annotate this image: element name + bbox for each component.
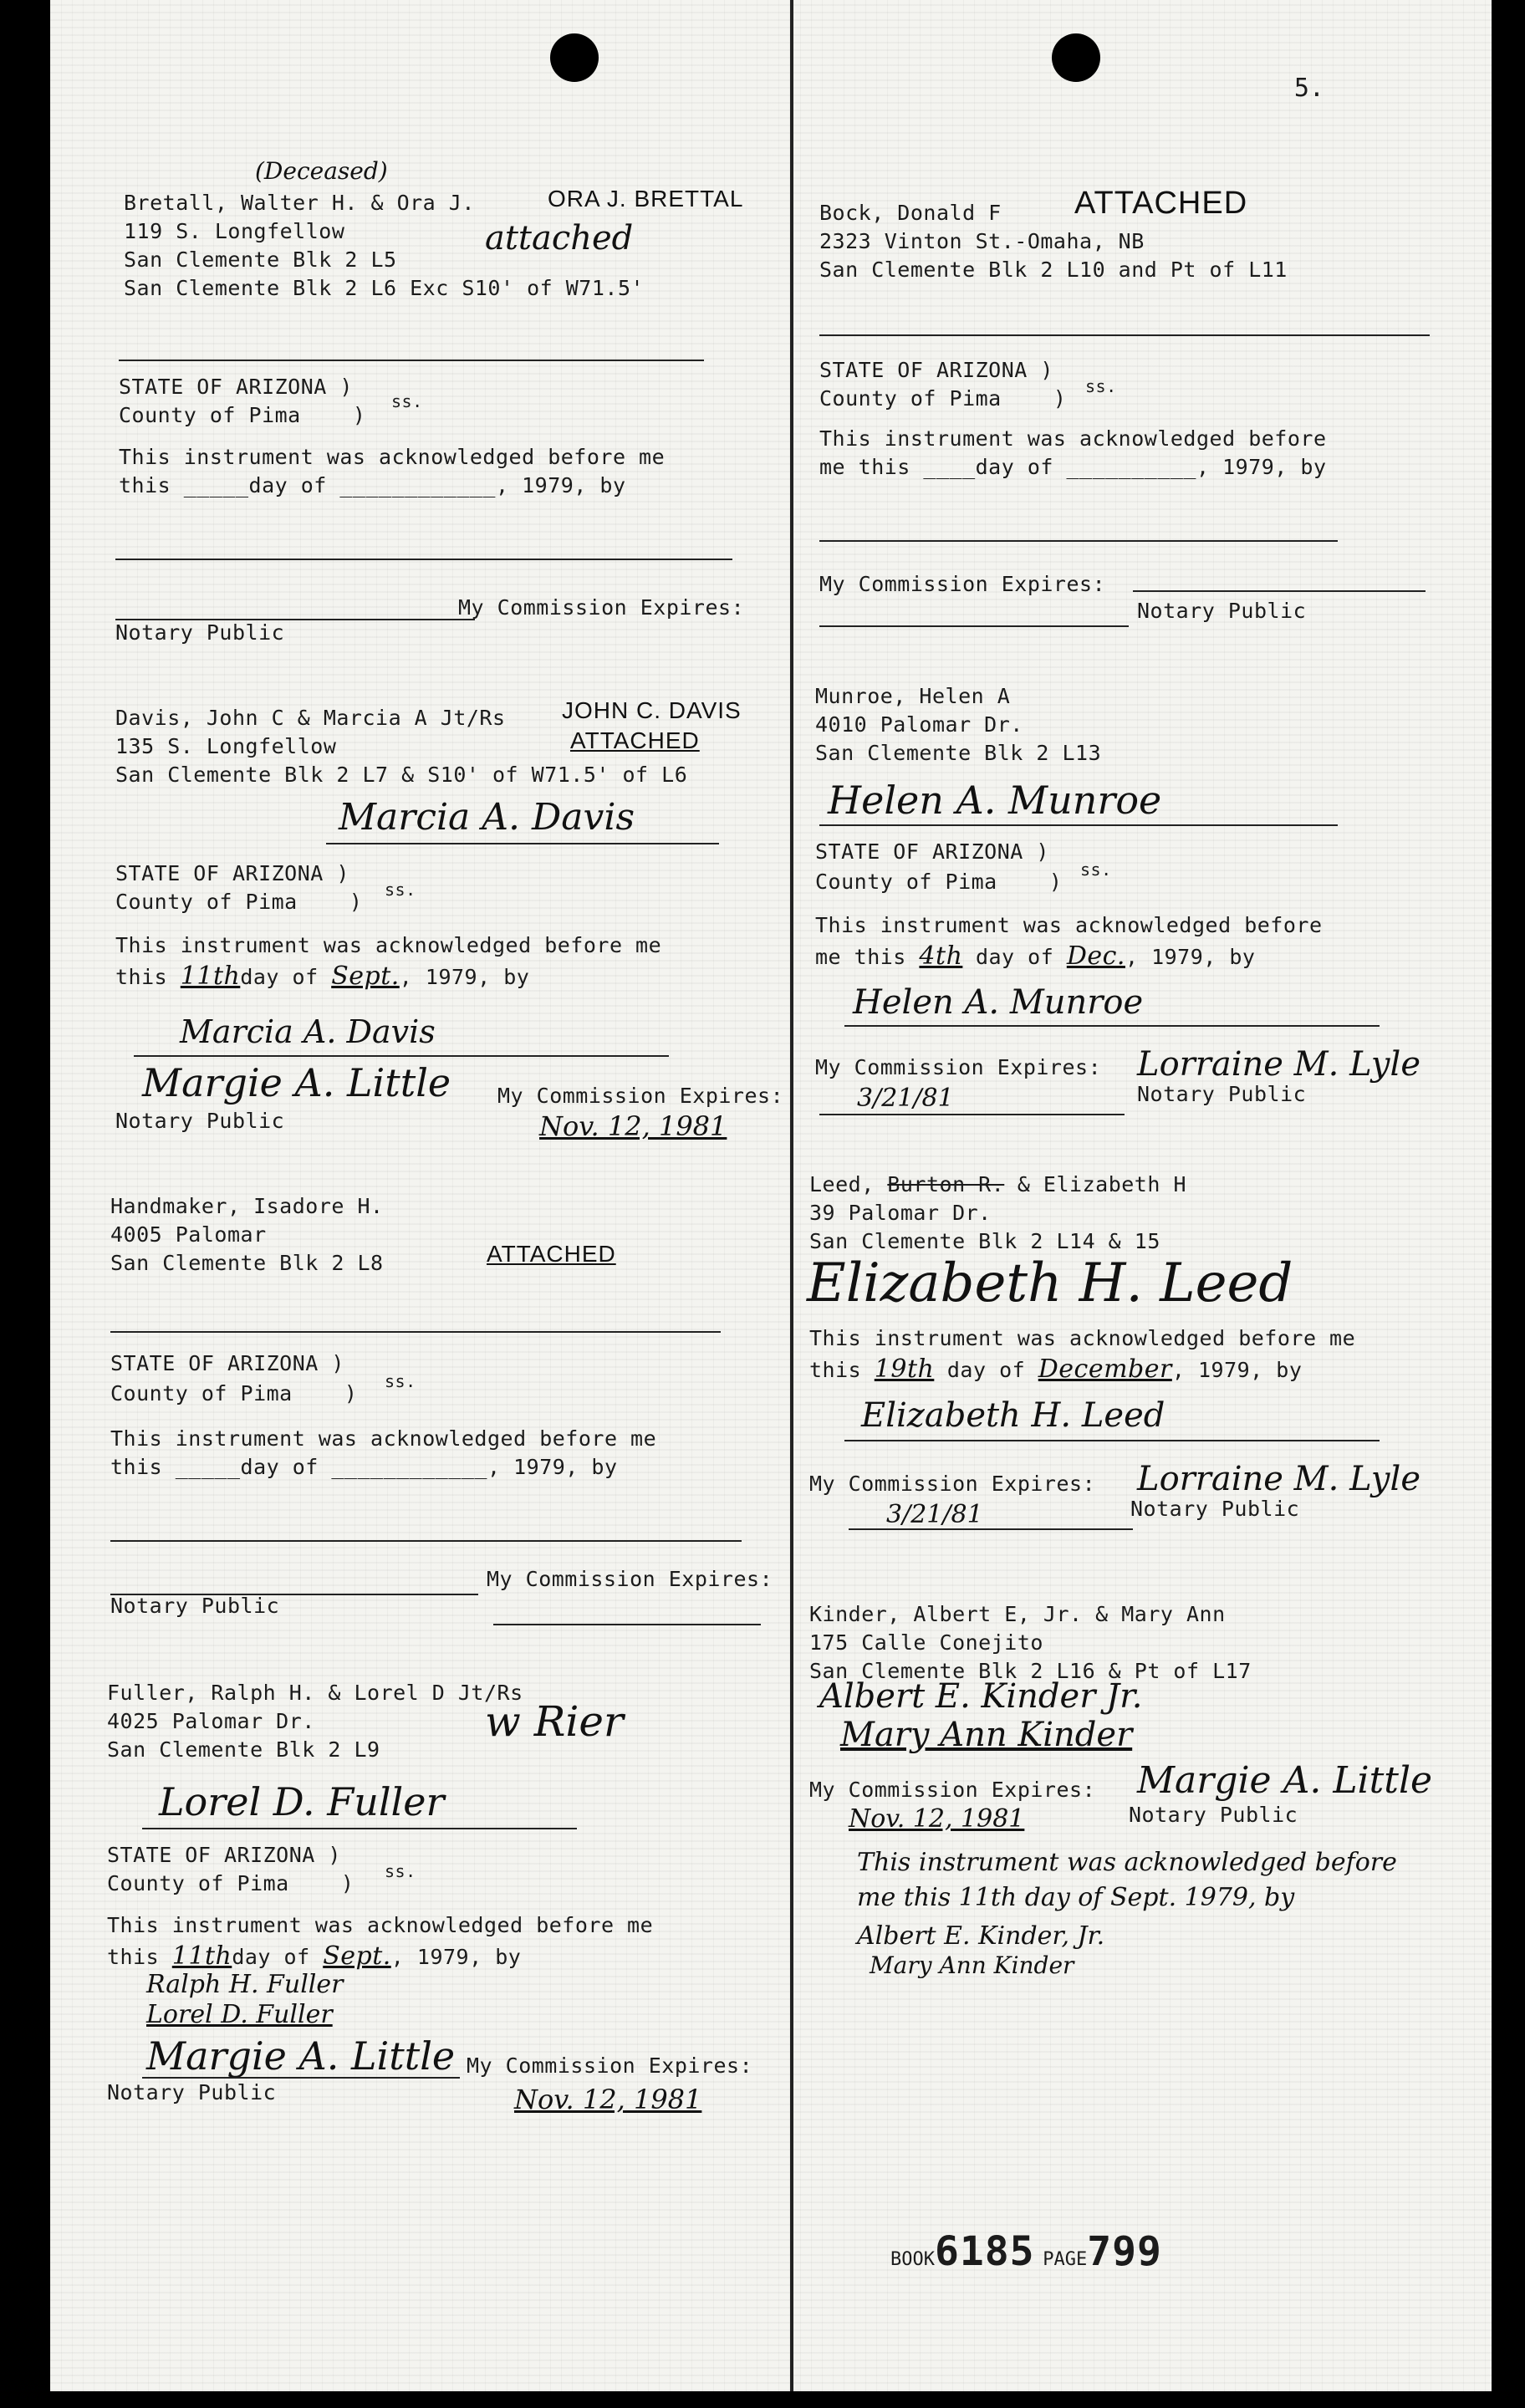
munroe-address: 4010 Palomar Dr. [815,712,1023,737]
kinder-handwritten-ack-2: me this 11th day of Sept. 1979, by [857,1883,1295,1912]
ack-line-2: this _____day of ____________, 1979, by [119,473,626,497]
bretall-address: 119 S. Longfellow [124,219,345,243]
notary-label: Notary Public [1137,599,1307,623]
ack-line-1: This instrument was acknowledged before [815,913,1323,937]
commission-expires-date: 3/21/81 [857,1084,954,1113]
kinder-handwritten-ack-1: This instrument was acknowledged before [857,1848,1397,1877]
ss-label: ss. [385,1371,416,1391]
commission-label: My Commission Expires: [487,1567,773,1591]
bretall-attached: attached [485,219,634,258]
ss-label: ss. [385,880,416,900]
state-line: STATE OF ARIZONA ) [815,839,1049,864]
notary-signature: Lorraine M. Lyle [1137,1045,1420,1084]
ack-line-2: this 11thday of Sept., 1979, by [115,962,530,991]
state-line: STATE OF ARIZONA ) [819,358,1053,382]
commission-label: My Commission Expires: [815,1055,1102,1079]
kinder-signature-1: Albert E. Kinder Jr. [819,1677,1143,1716]
ack-line-1: This instrument was acknowledged before me [110,1426,657,1451]
struck-name: Burton R. [887,1172,1005,1196]
ack-month: Sept. [331,962,400,991]
leed-by-name: Elizabeth H. Leed [861,1396,1165,1435]
davis-attached: ATTACHED [570,727,700,753]
fuller-legal: San Clemente Blk 2 L9 [107,1737,380,1762]
davis-names: Davis, John C & Marcia A Jt/Rs [115,706,506,730]
ack-line-2: this 19th day of December, 1979, by [809,1354,1303,1384]
leed-names: Leed, Burton R. & Elizabeth H [809,1172,1186,1196]
notary-label: Notary Public [1130,1497,1300,1521]
leed-legal: San Clemente Blk 2 L14 & 15 [809,1229,1160,1253]
commission-date-line [849,1528,1133,1530]
county-line: County of Pima ) [119,403,366,427]
commission-label: My Commission Expires: [467,2053,753,2078]
bock-legal: San Clemente Blk 2 L10 and Pt of L11 [819,258,1288,282]
bretall-legal-1: San Clemente Blk 2 L5 [124,247,397,272]
commission-expires-date: Nov. 12, 1981 [539,1110,727,1142]
by-line [134,1055,669,1057]
bock-names: Bock, Donald F [819,201,1002,225]
commission-date-line [493,1624,761,1625]
county-line: County of Pima ) [107,1871,354,1895]
kinder-address: 175 Calle Conejito [809,1630,1043,1655]
document-page [50,0,1492,2391]
kinder-names: Kinder, Albert E, Jr. & Mary Ann [809,1602,1226,1626]
by-line [819,540,1338,542]
signature-line [326,843,719,844]
notary-label: Notary Public [115,620,285,645]
signature-line [819,334,1430,336]
ack-line-2: this _____day of ____________, 1979, by [110,1455,618,1479]
fuller-signature: Lorel D. Fuller [159,1779,445,1824]
fuller-by-name-1: Ralph H. Fuller [146,1970,344,1999]
handmaker-address: 4005 Palomar [110,1222,267,1247]
by-line [115,559,732,560]
by-line [110,1540,742,1542]
notary-label: Notary Public [115,1109,285,1133]
ack-month: December [1038,1354,1172,1384]
munroe-by-name: Helen A. Munroe [853,983,1144,1022]
notary-sign-line [819,625,1129,627]
fuller-handwritten: w Rier [485,1697,624,1746]
state-line: STATE OF ARIZONA ) [107,1843,341,1867]
notary-label: Notary Public [1129,1803,1298,1827]
signature-line [142,1828,577,1829]
punch-hole-right [1052,33,1100,82]
davis-address: 135 S. Longfellow [115,734,337,758]
ack-line-1: This instrument was acknowledged before me [107,1913,654,1937]
ack-line-2: this 11thday of Sept., 1979, by [107,1941,522,1971]
ack-day: 11th [171,1941,232,1971]
bretall-names: Bretall, Walter H. & Ora J. [124,191,475,215]
ss-label: ss. [1085,376,1117,396]
munroe-legal: San Clemente Blk 2 L13 [815,741,1102,765]
ss-label: ss. [385,1861,416,1881]
county-line: County of Pima ) [115,890,363,914]
munroe-names: Munroe, Helen A [815,684,1011,708]
ack-month: Sept. [323,1941,391,1971]
ack-day: 19th [874,1354,935,1384]
page-number: 5. [1293,74,1324,103]
bretall-legal-2: San Clemente Blk 2 L6 Exc S10' of W71.5' [124,276,645,300]
davis-handwritten-name: JOHN C. DAVIS [562,697,742,723]
ack-line-2: me this ____day of __________, 1979, by [819,455,1327,479]
ack-line-2: me this 4th day of Dec., 1979, by [815,941,1256,971]
notary-sign-line [142,2077,460,2079]
commission-expires-date: 3/21/81 [886,1500,983,1529]
davis-by-name: Marcia A. Davis [180,1013,436,1050]
kinder-handwritten-by-1: Albert E. Kinder, Jr. [857,1921,1105,1951]
notary-label: Notary Public [107,2080,277,2104]
bock-address: 2323 Vinton St.-Omaha, NB [819,229,1145,253]
state-line: STATE OF ARIZONA ) [115,861,349,885]
ack-day: 4th [919,941,963,971]
notary-label: Notary Public [110,1594,280,1618]
book-number: 6185 [934,2228,1035,2275]
fuller-by-name-2: Lorel D. Fuller [146,2000,333,2029]
county-line: County of Pima ) [819,386,1067,411]
leed-address: 39 Palomar Dr. [809,1201,992,1225]
county-line: County of Pima ) [815,870,1063,894]
notary-label: Notary Public [1137,1082,1307,1106]
column-divider [790,0,793,2391]
signature-line [119,360,704,361]
commission-label: My Commission Expires: [809,1472,1096,1496]
ack-line-1: This instrument was acknowledged before me [119,445,666,469]
commission-label: My Commission Expires: [458,595,745,620]
bretall-handwritten-name: ORA J. BRETTAL [548,186,744,212]
ack-line-1: This instrument was acknowledged before me [115,933,662,957]
signature-line [110,1331,721,1333]
leed-signature: Elizabeth H. Leed [807,1252,1293,1314]
notary-signature: Margie A. Little [1137,1759,1433,1802]
by-line [844,1440,1380,1441]
page-number-stamp: 799 [1087,2228,1162,2275]
handmaker-attached: ATTACHED [487,1241,616,1267]
ss-label: ss. [391,391,423,411]
bock-attached: ATTACHED [1074,186,1248,221]
commission-expires-date: Nov. 12, 1981 [849,1804,1025,1834]
fuller-names: Fuller, Ralph H. & Lorel D Jt/Rs [107,1681,523,1705]
state-line: STATE OF ARIZONA ) [110,1351,344,1375]
munroe-signature: Helen A. Munroe [828,778,1162,823]
notary-signature: Margie A. Little [142,1060,451,1105]
kinder-legal: San Clemente Blk 2 L16 & Pt of L17 [809,1659,1252,1683]
ack-line-1: This instrument was acknowledged before me [809,1326,1356,1350]
davis-legal: San Clemente Blk 2 L7 & S10' of W71.5' of L6 [115,763,688,787]
recording-stamp: BOOK6185 PAGE799 [890,2228,1162,2275]
ack-line-1: This instrument was acknowledged before [819,426,1327,451]
ack-month: Dec. [1066,941,1125,971]
notary-signature: Lorraine M. Lyle [1137,1460,1420,1498]
ss-label: ss. [1080,860,1112,880]
punch-hole-left [550,33,599,82]
county-line: County of Pima ) [110,1381,358,1406]
commission-date-line [819,1114,1125,1115]
fuller-address: 4025 Palomar Dr. [107,1709,315,1733]
ack-day: 11th [180,962,241,991]
handmaker-legal: San Clemente Blk 2 L8 [110,1251,384,1275]
signature-line [819,824,1338,826]
state-line: STATE OF ARIZONA ) [119,375,353,399]
davis-signature: Marcia A. Davis [339,796,635,839]
deceased-note: (Deceased) [255,157,388,185]
commission-label: My Commission Expires: [497,1084,784,1108]
kinder-handwritten-by-2: Mary Ann Kinder [870,1951,1074,1979]
commission-date-line [1133,590,1426,592]
commission-label: My Commission Expires: [809,1778,1096,1802]
commission-expires-date: Nov. 12, 1981 [514,2084,702,2115]
commission-label: My Commission Expires: [819,572,1106,596]
by-line [844,1025,1380,1027]
kinder-signature-2: Mary Ann Kinder [840,1716,1133,1754]
notary-signature: Margie A. Little [146,2033,456,2079]
handmaker-names: Handmaker, Isadore H. [110,1194,384,1218]
